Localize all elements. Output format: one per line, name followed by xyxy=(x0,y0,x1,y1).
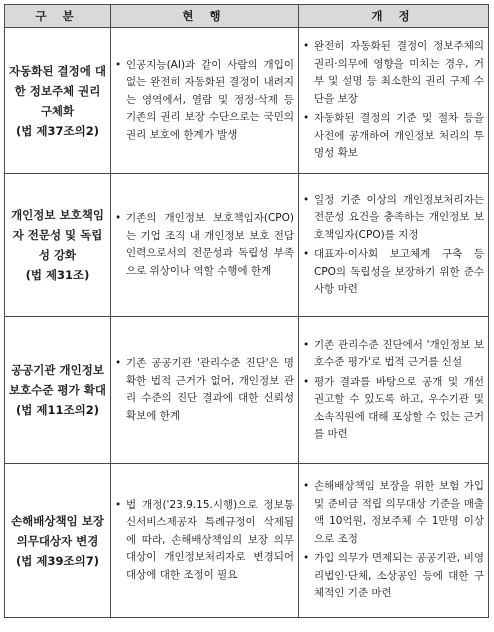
revised-cell xyxy=(299,317,489,464)
revised-cell xyxy=(299,28,489,174)
bullet-icon: • xyxy=(115,498,122,511)
bullet-icon: • xyxy=(303,552,310,565)
category-line: 개인정보 보호책임 xyxy=(11,208,104,222)
header-current: 현 행 xyxy=(111,5,299,28)
category-cell xyxy=(5,464,111,618)
current-cell xyxy=(111,174,299,317)
revised-item xyxy=(303,374,484,444)
bullet-icon: • xyxy=(303,338,310,351)
revised-text: 자동화된 결정의 기준 및 절차 등을 사전에 공개하여 개인정보 처리의 투명성 확보 xyxy=(314,112,484,160)
current-item xyxy=(115,497,294,585)
category-line: 한 정보주체 권리 xyxy=(14,83,101,98)
law-reference: (법 제39조의7) xyxy=(16,553,99,568)
category-line: 자 전문성 및 독립 xyxy=(12,228,103,242)
table-row xyxy=(5,28,489,174)
bullet-icon: • xyxy=(303,40,310,53)
revised-text: 기존 관리수준 진단에서 '개인정보 보호수준 평가'로 법적 근거를 신설 xyxy=(314,338,484,368)
bullet-icon: • xyxy=(303,480,310,493)
bullet-icon: • xyxy=(303,112,310,125)
category-line: 의무대상자 변경 xyxy=(16,533,99,548)
law-reference: (법 제37조의2) xyxy=(16,123,99,138)
current-item xyxy=(115,210,294,280)
bullet-icon: • xyxy=(303,248,310,260)
revised-item xyxy=(303,38,484,108)
comparison-table xyxy=(4,4,489,618)
table-row xyxy=(5,317,489,464)
law-reference: (법 제11조의2) xyxy=(16,403,99,417)
reform-comparison-document xyxy=(4,4,488,618)
revised-cell xyxy=(299,174,489,317)
revised-item xyxy=(303,192,484,245)
table-header-row xyxy=(5,5,489,28)
revised-item xyxy=(303,550,484,603)
category-line: 손해배상책임 보장 xyxy=(11,513,104,528)
revised-text: 일정 기준 이상의 개인정보처리자는 전문성 요건을 충족하는 개인정보 보호책임자(CPO)를 지정 xyxy=(314,193,484,241)
revised-text: 평가 결과를 바탕으로 공개 및 개선 권고할 수 있도록 하고, 우수기관 및 소속직원에 대해 포상할 수 있는 근거를 마련 xyxy=(314,375,484,440)
header-revised: 개 정 xyxy=(299,5,489,28)
header-category: 구 분 xyxy=(5,5,111,28)
revised-text: 손해배상책임 보장을 위한 보험 가입 및 준비금 적립 의무대상 기준을 매출액 10억원, 정보주체 수 1만명 이상으로 조정 xyxy=(314,480,484,545)
table-row xyxy=(5,174,489,317)
revised-text: 대표자·이사회 보고체계 구축 등 CPO의 독립성을 보장하기 위한 준수사항 마련 xyxy=(314,248,484,295)
revised-text: 완전히 자동화된 결정이 정보주체의 권리·의무에 영향을 미치는 경우, 거부 및 설명 등 최소한의 권리 구제 수단을 보장 xyxy=(314,40,484,105)
current-text: 법 개정('23.9.15.시행)으로 정보통신서비스제공자 특례규정이 삭제됨에 따라, 손해배상책임의 보장 의무대상이 개인정보처리자로 변경되어 대상에 대한 조정이 필요 xyxy=(126,498,294,581)
category-line: 성 강화 xyxy=(38,248,77,262)
revised-cell xyxy=(299,464,489,618)
category-cell xyxy=(5,28,111,174)
current-text: 기존 공공기관 '관리수준 진단'은 명확한 법적 근거가 없어, 개인정보 관리 수준의 진단 결과에 대한 신뢰성 확보에 한계 xyxy=(126,357,294,422)
revised-item xyxy=(303,478,484,548)
bullet-icon: • xyxy=(115,357,122,369)
category-line: 자동화된 결정에 대 xyxy=(9,63,106,78)
law-reference: (법 제31조) xyxy=(25,268,90,282)
current-cell xyxy=(111,464,299,618)
bullet-icon: • xyxy=(115,212,122,224)
bullet-icon: • xyxy=(303,375,310,388)
current-cell xyxy=(111,28,299,174)
revised-item xyxy=(303,110,484,163)
current-item xyxy=(115,355,294,425)
bullet-icon: • xyxy=(115,58,122,71)
category-line: 구체화 xyxy=(40,103,75,118)
category-cell xyxy=(5,317,111,464)
table-row xyxy=(5,464,489,618)
category-cell xyxy=(5,174,111,317)
revised-text: 가입 의무가 면제되는 공공기관, 비영리법인·단체, 소상공인 등에 대한 구체적인 기준 마련 xyxy=(314,552,484,600)
current-text: 기존의 개인정보 보호책임자(CPO)는 기업 조직 내 개인정보 보호 전담 인력으로서의 전문성과 독립성 부족으로 위상이나 역할 수행에 한계 xyxy=(126,212,294,277)
current-text: 인공지능(AI)과 같이 사람의 개입이 없는 완전히 자동화된 결정이 내려지는 영역에서, 열람 및 정정·삭제 등 기존의 권리 보장 수단으로는 국민의 권리 보호에 한계가 발생 xyxy=(126,58,294,141)
revised-item xyxy=(303,246,484,299)
current-cell xyxy=(111,317,299,464)
category-line: 공공기관 개인정보 xyxy=(11,363,104,377)
bullet-icon: • xyxy=(303,193,310,206)
revised-item xyxy=(303,337,484,372)
category-line: 보호수준 평가 확대 xyxy=(9,383,106,397)
current-item xyxy=(115,57,294,145)
